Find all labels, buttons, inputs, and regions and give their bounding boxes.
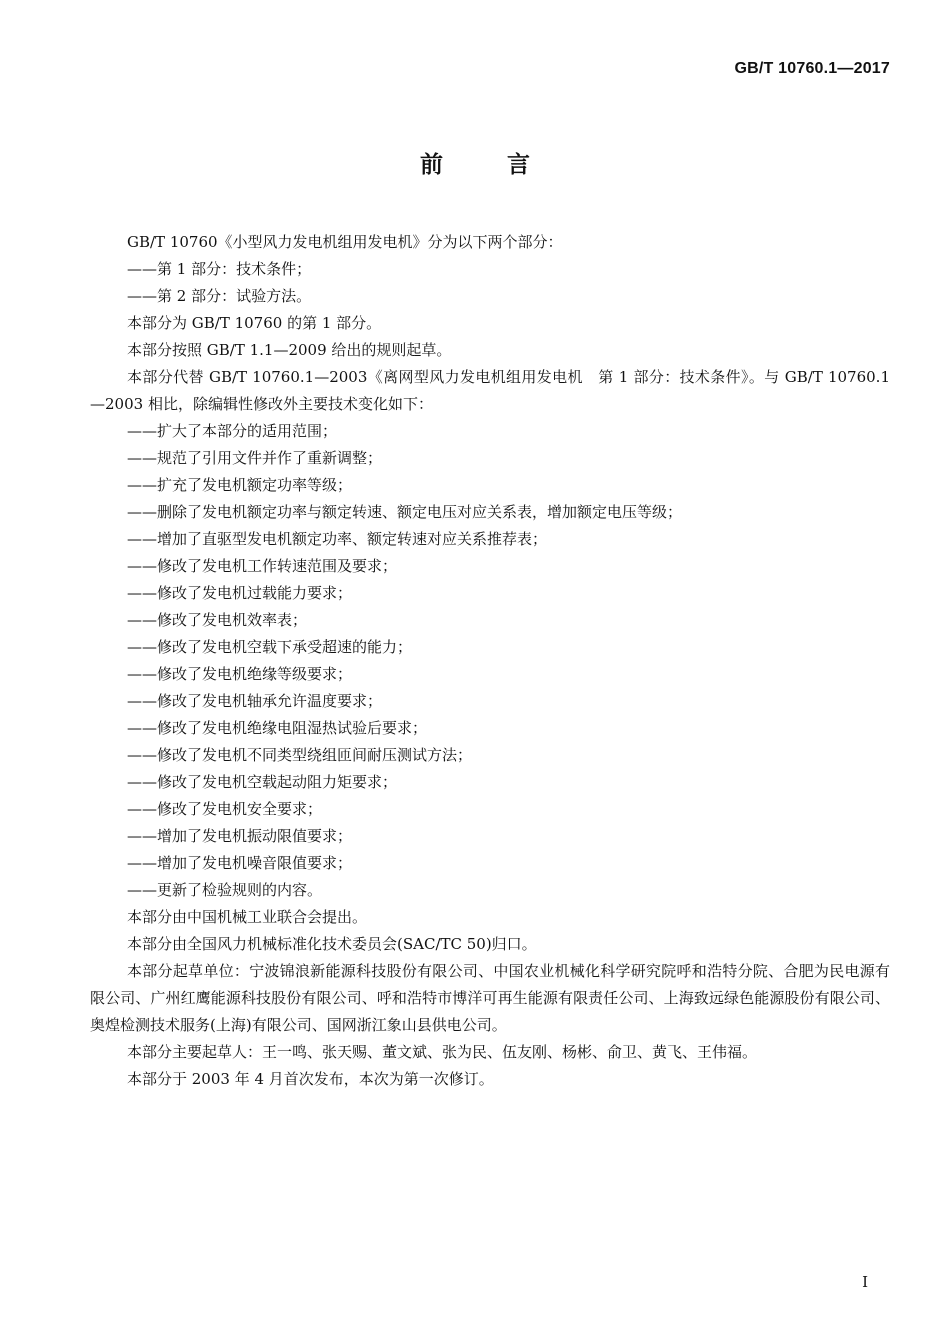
list-item: ——修改了发电机工作转速范围及要求； — [127, 557, 398, 575]
list-item: ——修改了发电机空载下承受超速的能力； — [127, 638, 413, 656]
list-item: ——扩大了本部分的适用范围； — [127, 422, 338, 440]
paragraph: 本部分按照 GB/T 1.1—2009 给出的规则起草。 — [127, 341, 452, 359]
page-title: 前言 — [420, 152, 594, 178]
paragraph: 本部分主要起草人：王一鸣、张天赐、董文斌、张为民、伍友刚、杨彬、俞卫、黄飞、王伟福。 — [127, 1043, 758, 1061]
paragraph: 本部分为 GB/T 10760 的第 1 部分。 — [127, 314, 382, 332]
list-item: ——修改了发电机安全要求； — [127, 800, 323, 818]
list-item: ——增加了发电机噪音限值要求； — [127, 854, 353, 872]
list-item: ——第 2 部分：试验方法。 — [127, 287, 312, 305]
list-item: ——修改了发电机绝缘等级要求； — [127, 665, 353, 683]
list-item: ——修改了发电机过载能力要求； — [127, 584, 353, 602]
paragraph: 本部分代替 GB/T 10760.1—2003《离网型风力发电机组用发电机 第 1 部分：技术条件》。与 GB/T 10760.1—2003 相比，除编辑性修改外主要技术变化如下： — [90, 368, 890, 413]
list-item: ——删除了发电机额定功率与额定转速、额定电压对应关系表，增加额定电压等级； — [127, 503, 683, 521]
paragraph: 本部分由全国风力机械标准化技术委员会(SAC/TC 50)归口。 — [127, 935, 537, 953]
paragraph: 本部分起草单位：宁波锦浪新能源科技股份有限公司、中国农业机械化科学研究院呼和浩特分院、合肥为民电源有限公司、广州红鹰能源科技股份有限公司、呼和浩特市博洋可再生能源有限责任公司、上海致远绿色能源股份有限公司、奥煌检测技术服务(上海)有限公司、国网浙江象山县供电公司。 — [90, 962, 890, 1034]
paragraph: 本部分于 2003 年 4 月首次发布，本次为第一次修订。 — [127, 1070, 494, 1088]
list-item: ——修改了发电机绝缘电阻湿热试验后要求； — [127, 719, 428, 737]
list-item: ——增加了直驱型发电机额定功率、额定转速对应关系推荐表； — [127, 530, 548, 548]
standard-code: GB/T 10760.1—2017 — [734, 60, 890, 77]
paragraph: 本部分由中国机械工业联合会提出。 — [127, 908, 368, 926]
list-item: ——修改了发电机效率表； — [127, 611, 308, 629]
foreword-body — [90, 229, 890, 1093]
list-item: ——修改了发电机轴承允许温度要求； — [127, 692, 383, 710]
list-item: ——规范了引用文件并作了重新调整； — [127, 449, 383, 467]
list-item: ——增加了发电机振动限值要求； — [127, 827, 353, 845]
page-number: I — [862, 1273, 868, 1291]
list-item: ——扩充了发电机额定功率等级； — [127, 476, 353, 494]
list-item: ——修改了发电机不同类型绕组匝间耐压测试方法； — [127, 746, 473, 764]
list-item: ——更新了检验规则的内容。 — [127, 881, 323, 899]
paragraph: GB/T 10760《小型风力发电机组用发电机》分为以下两个部分： — [127, 233, 563, 251]
list-item: ——第 1 部分：技术条件； — [127, 260, 312, 278]
list-item: ——修改了发电机空载起动阻力矩要求； — [127, 773, 398, 791]
